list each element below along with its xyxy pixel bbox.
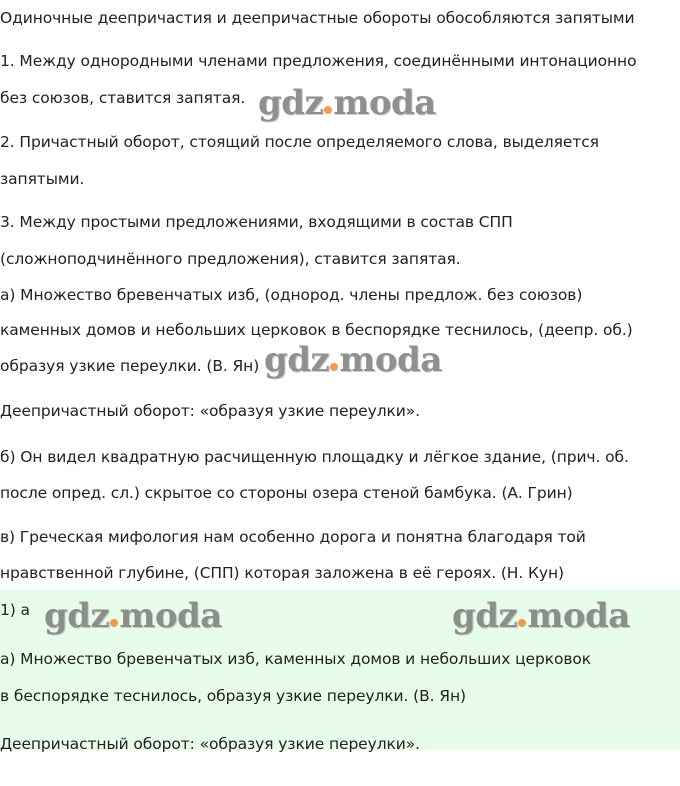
watermark-logo bbox=[452, 596, 630, 636]
watermark-logo bbox=[44, 596, 222, 636]
text-line-4: 2. Причастный оборот, стоящий после определяемого слова, выделяется bbox=[0, 133, 599, 151]
watermark-dot-icon bbox=[110, 619, 118, 627]
watermark-right: moda bbox=[339, 340, 442, 380]
text-line-11: Деепричастный оборот: «образуя узкие переулки». bbox=[0, 402, 420, 420]
watermark-logo bbox=[264, 340, 442, 380]
text-line-10: образуя узкие переулки. (В. Ян) bbox=[0, 357, 260, 375]
answer-line-3: Деепричастный оборот: «образуя узкие переулки». bbox=[0, 735, 420, 753]
watermark-left: gdz bbox=[452, 596, 518, 636]
text-line-3: без союзов, ставится запятая. bbox=[0, 89, 246, 107]
watermark-right: moda bbox=[527, 596, 630, 636]
text-line-15: нравственной глубине, (СПП) которая заложена в её героях. (Н. Кун) bbox=[0, 564, 564, 582]
watermark-dot-icon bbox=[518, 619, 526, 627]
text-line-6: 3. Между простыми предложениями, входящими в состав СПП bbox=[0, 213, 513, 231]
text-line-14: в) Греческая мифология нам особенно дорога и понятна благодаря той bbox=[0, 528, 586, 546]
text-line-1: Одиночные деепричастия и деепричастные обороты обособляются запятыми bbox=[0, 9, 635, 27]
text-line-8: а) Множество бревенчатых изб, (однород. члены предлож. без союзов) bbox=[0, 286, 583, 304]
watermark-logo bbox=[258, 83, 436, 123]
text-line-13: после опред. сл.) скрытое со стороны озера стеной бамбука. (А. Грин) bbox=[0, 484, 573, 502]
watermark-right: moda bbox=[119, 596, 222, 636]
text-line-5: запятыми. bbox=[0, 170, 85, 188]
answer-label: 1) а bbox=[0, 601, 30, 619]
text-line-9: каменных домов и небольших церковок в беспорядке теснилось, (деепр. об.) bbox=[0, 321, 633, 339]
text-line-12: б) Он видел квадратную расчищенную площадку и лёгкое здание, (прич. об. bbox=[0, 448, 629, 466]
watermark-right: moda bbox=[333, 83, 436, 123]
watermark-left: gdz bbox=[44, 596, 110, 636]
text-line-7: (сложноподчинённого предложения), ставится запятая. bbox=[0, 250, 461, 268]
watermark-left: gdz bbox=[264, 340, 330, 380]
watermark-dot-icon bbox=[330, 363, 338, 371]
watermark-left: gdz bbox=[258, 83, 324, 123]
text-line-2: 1. Между однородными членами предложения, соединёнными интонационно bbox=[0, 52, 637, 70]
answer-line-2: в беспорядке теснилось, образуя узкие переулки. (В. Ян) bbox=[0, 687, 466, 705]
watermark-dot-icon bbox=[324, 106, 332, 114]
answer-line-1: а) Множество бревенчатых изб, каменных домов и небольших церковок bbox=[0, 650, 592, 668]
